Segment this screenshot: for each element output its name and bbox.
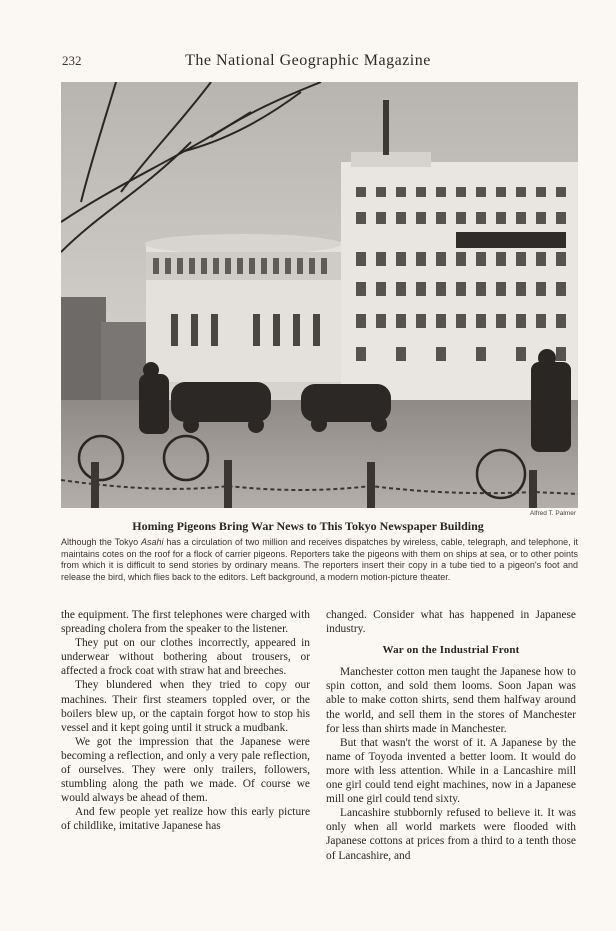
paragraph: the equipment. The first telephones were charged with spreading cholera from the speaker to the listener. (61, 609, 310, 636)
right-column (326, 608, 576, 863)
page-header (0, 53, 616, 73)
paragraph: But that wasn't the worst of it. A Japanese by the name of Toyoda invented a better loom. It would do more with less attention. While in a Lancashire mill one girl could tend eight machines, now in a Japanese mill one girl could tend sixty. (326, 736, 576, 806)
caption-text (61, 537, 578, 583)
paragraph: They blundered when they tried to copy our machines. Their first steamers toppled over, or the boilers blew up, or the captain forgot how to stop his vessel and it kept going until it struck a mudbank. (61, 679, 310, 734)
section-subhead: War on the Industrial Front (382, 644, 520, 657)
paragraph: They put on our clothes incorrectly, appeared in underwear without bothering about trousers, or affected a frock coat with straw hat and breeches. (61, 637, 310, 678)
paragraph: changed. Consider what has happened in Japanese industry. (326, 609, 576, 636)
caption-text-part: has a circulation of two million and receives dispatches by wireless, cable, telegraph, and telephone, it maintains cotes on the roof for a flock of carrier pigeons. Reporters take the pigeons with them on ships at sea, or to other points from which it is difficult to send stories by ordinary means. The reporters insert their copy in a tube tied to a pigeon's foot and release the bird, which flies back to the editors. Left background, a modern motion-picture theater. (61, 537, 579, 582)
paragraph: Manchester cotton men taught the Japanese how to spin cotton, and sold them looms. Soon Japan was able to make cotton shirts, send them halfway around the world, and sell them in the stores of Manchester for less than shirts made in Manchester. (326, 666, 576, 735)
magazine-title: The National Geographic Magazine (185, 52, 431, 69)
page-number: 232 (62, 53, 82, 68)
left-column (61, 608, 310, 834)
caption-newspaper-name: Asahi (140, 537, 164, 547)
paragraph: We got the impression that the Japanese were becoming a reflection, and only a very pale reflection, of ourselves. They were only trailers, followers, stumbling along the path we made. Of course we would always be ahead of them. (61, 735, 310, 805)
paragraph: Lancashire stubbornly refused to believe it. It was only when all world markets were flooded with Japanese cottons at prices from a third to a tenth those of Lancashire, and (326, 807, 576, 862)
paragraph: And few people yet realize how this early picture of childlike, imitative Japanese has (61, 806, 310, 833)
newspaper-building-photo (61, 82, 578, 508)
caption-title: Homing Pigeons Bring War News to This Tokyo Newspaper Building (132, 519, 484, 533)
photo-credit: Alfred T. Palmer (529, 510, 576, 517)
photo-illustration (61, 82, 578, 508)
caption-text-part: Although the Tokyo (61, 537, 141, 547)
